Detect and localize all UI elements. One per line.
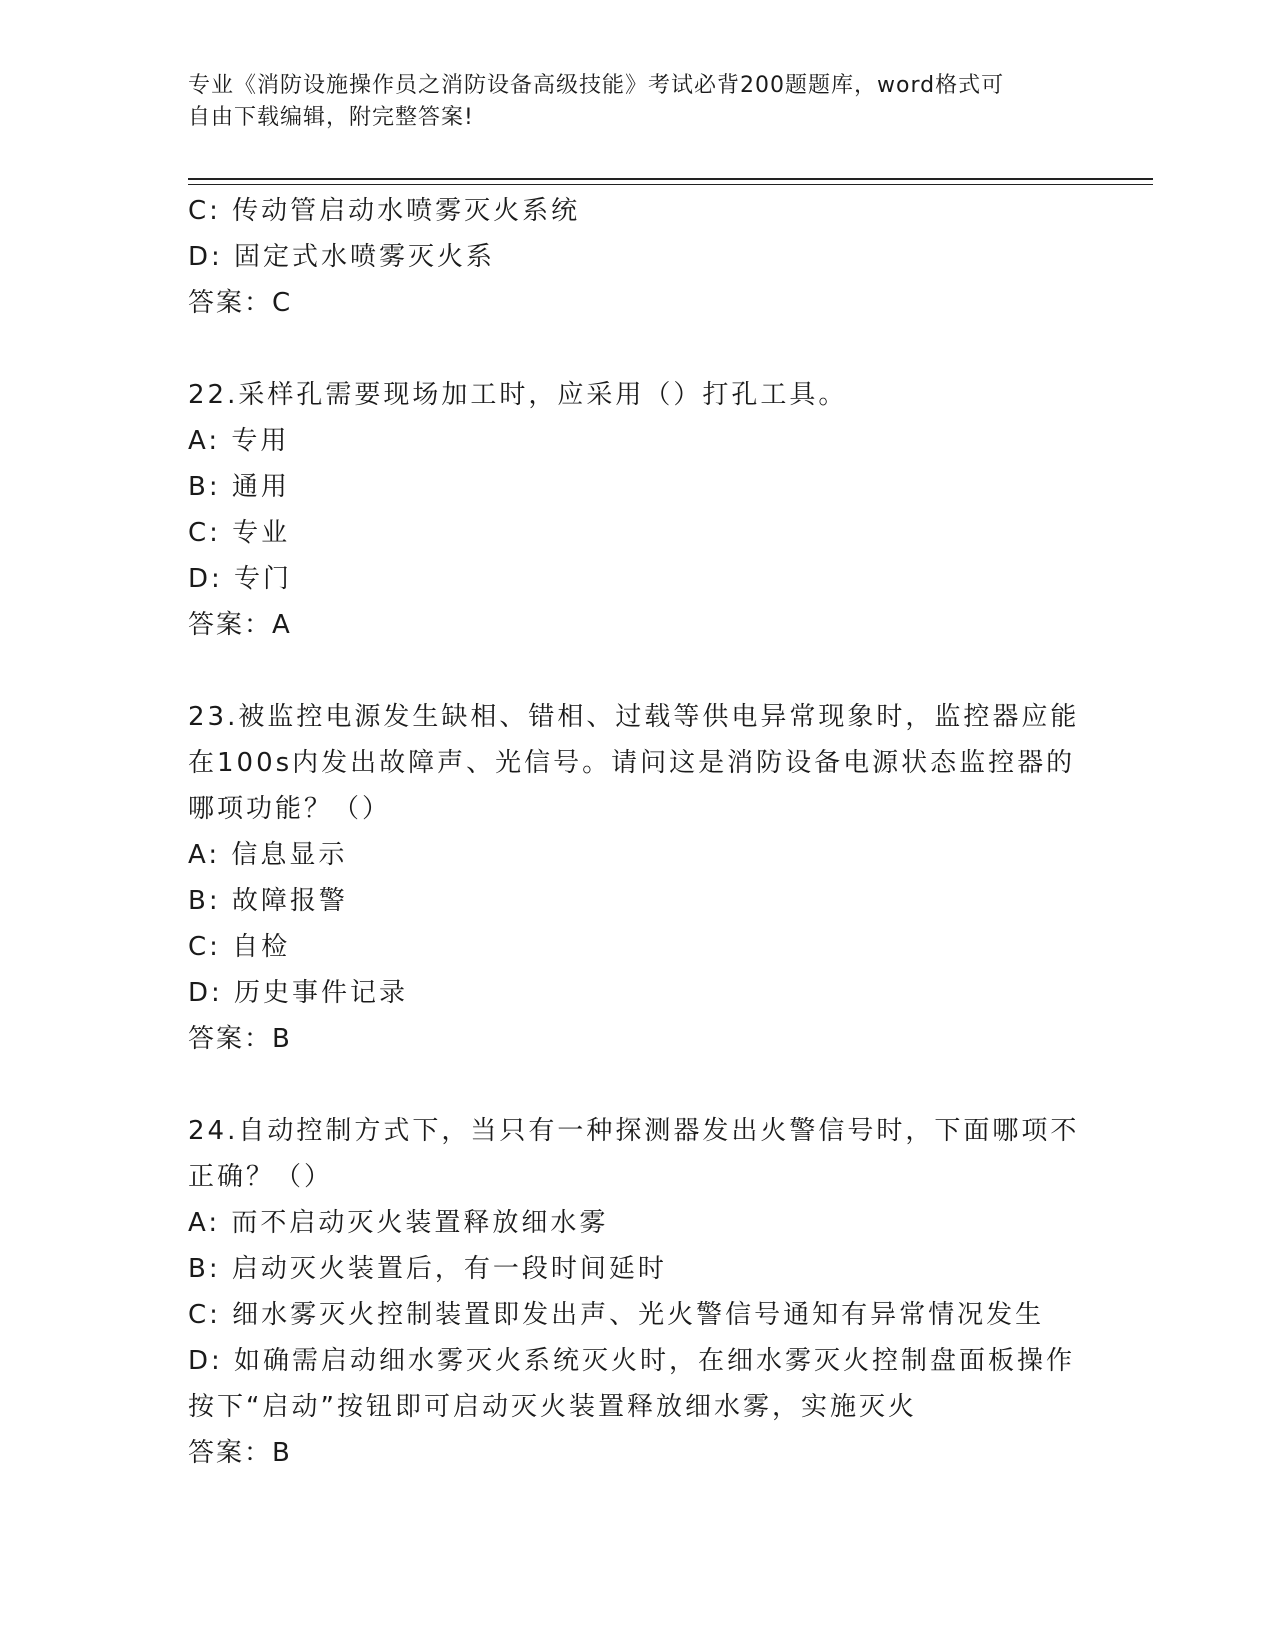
question-stem: 22.采样孔需要现场加工时，应采用（）打孔工具。	[188, 380, 848, 410]
question-stem-line-1: 24.自动控制方式下，当只有一种探测器发出火警信号时，下面哪项不	[188, 1116, 1080, 1146]
question-stem-line-2: 在100s内发出故障声、光信号。请问这是消防设备电源状态监控器的	[188, 748, 1076, 778]
document-body	[188, 188, 1088, 1476]
answer: 答案：B	[188, 1438, 292, 1468]
option-a: A: 信息显示	[188, 840, 348, 870]
header-line-1: 专业《消防设施操作员之消防设备高级技能》考试必背200题题库，word格式可	[188, 73, 1005, 98]
option-d-line-2: 按下“启动”按钮即可启动灭火装置释放细水雾，实施灭火	[188, 1392, 917, 1422]
question-stem-line-2: 正确？（）	[188, 1162, 334, 1192]
option-c: C: 专业	[188, 518, 291, 548]
answer: 答案：C	[188, 288, 293, 318]
header-line-2: 自由下载编辑，附完整答案!	[188, 105, 474, 130]
option-b: B: 故障报警	[188, 886, 348, 916]
option-b: B: 启动灭火装置后，有一段时间延时	[188, 1254, 667, 1284]
option-b: B: 通用	[188, 472, 290, 502]
question-stem-line-3: 哪项功能？（）	[188, 794, 392, 824]
header-divider-thin	[188, 184, 1153, 185]
option-c: C: 细水雾灭火控制装置即发出声、光火警信号通知有异常情况发生	[188, 1300, 1045, 1330]
header-divider-thick	[188, 178, 1153, 180]
option-d: D: 固定式水喷雾灭火系	[188, 242, 496, 272]
document-header	[188, 70, 1068, 134]
answer: 答案：B	[188, 1024, 292, 1054]
question-23	[188, 694, 1088, 1062]
option-c: C: 自检	[188, 932, 291, 962]
question-stem-line-1: 23.被监控电源发生缺相、错相、过载等供电异常现象时，监控器应能	[188, 702, 1080, 732]
option-a: A: 而不启动灭火装置释放细水雾	[188, 1208, 609, 1238]
option-d: D: 历史事件记录	[188, 978, 409, 1008]
option-d-line-1: D: 如确需启动细水雾灭火系统灭火时，在细水雾灭火控制盘面板操作	[188, 1346, 1076, 1376]
option-a: A: 专用	[188, 426, 290, 456]
option-d: D: 专门	[188, 564, 293, 594]
question-24	[188, 1108, 1088, 1476]
question-22	[188, 372, 1088, 648]
option-c: C: 传动管启动水喷雾灭火系统	[188, 196, 581, 226]
answer: 答案：A	[188, 610, 292, 640]
